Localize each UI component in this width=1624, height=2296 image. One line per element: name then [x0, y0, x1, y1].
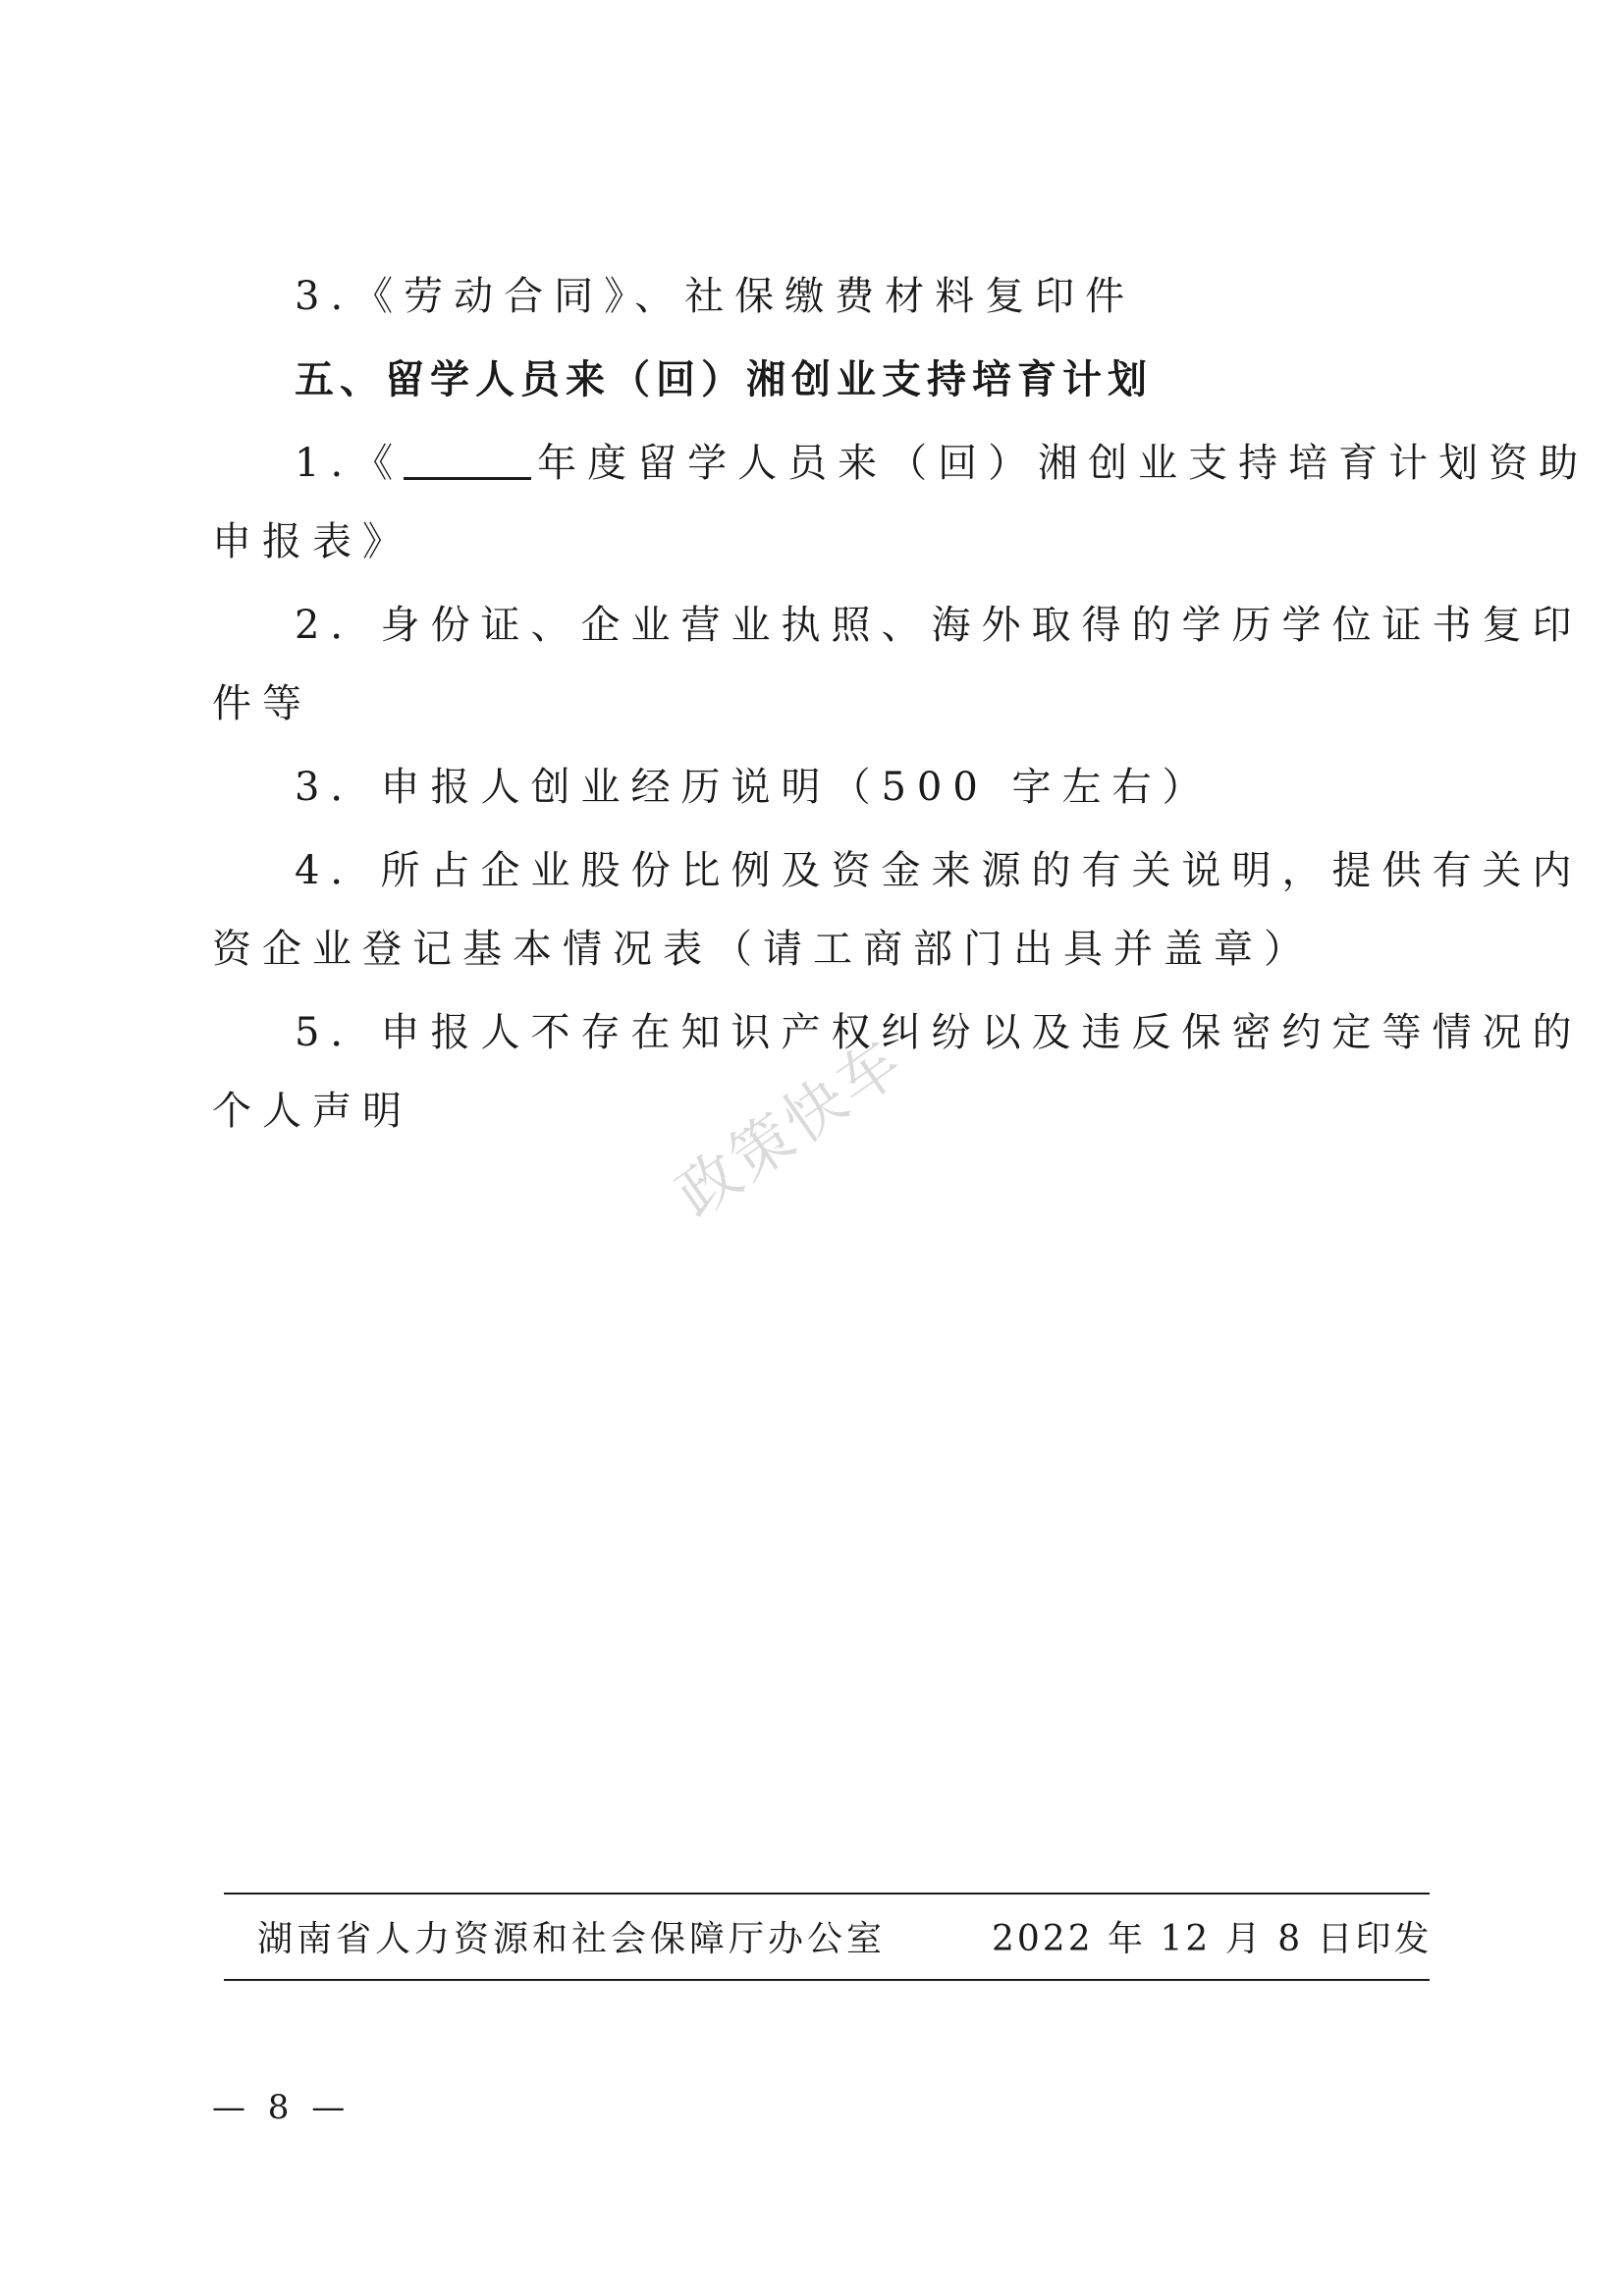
issue-date: 2022 年 12 月 8 日印发	[992, 1919, 1433, 1959]
footer-bottom-rule	[224, 1979, 1430, 1981]
item-1	[295, 434, 1589, 493]
watermark: 政策快车	[663, 1023, 917, 1232]
item-1-prefix: 1.《	[295, 441, 405, 486]
item-1-continuation: 申报表》	[212, 519, 412, 564]
item-1-suffix: 年度留学人员来（回）湘创业支持培育计划资助	[537, 441, 1590, 486]
year-blank	[404, 442, 531, 480]
page-number: — 8 —	[212, 2088, 352, 2127]
item-5: 5．申报人不存在知识产权纠纷以及违反保密约定等情况的	[295, 1010, 1583, 1055]
item-4: 4．所占企业股份比例及资金来源的有关说明，提供有关内	[295, 848, 1583, 893]
footer-top-rule	[224, 1893, 1430, 1895]
issuing-office: 湖南省人力资源和社会保障厅办公室	[257, 1919, 887, 1959]
item-3: 3．申报人创业经历说明（500 字左右）	[295, 765, 1213, 810]
item-4-continuation: 资企业登记基本情况表（请工商部门出具并盖章）	[212, 927, 1314, 972]
labor-contract-item: 3.《劳动合同》、社保缴费材料复印件	[295, 274, 1136, 319]
item-2-continuation: 件等	[212, 681, 312, 726]
section-five-heading: 五、留学人员来（回）湘创业支持培育计划	[295, 357, 1153, 402]
item-5-continuation: 个人声明	[212, 1089, 412, 1134]
item-2: 2．身份证、企业营业执照、海外取得的学历学位证书复印	[295, 603, 1583, 648]
